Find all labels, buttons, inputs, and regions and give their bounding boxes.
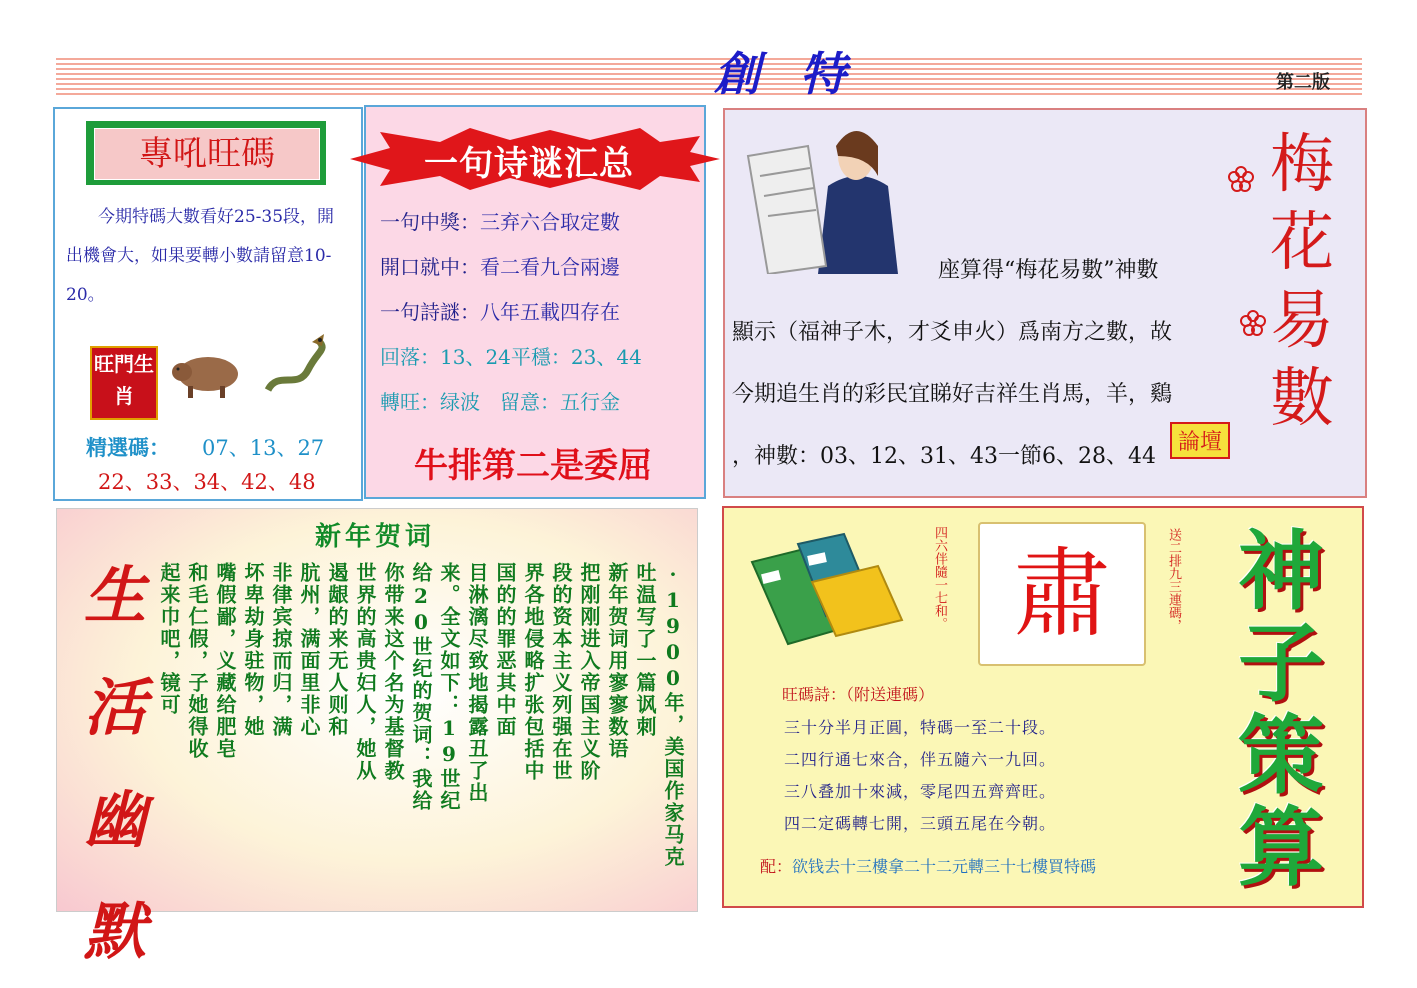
selected-codes-label: 精選碼： [86, 435, 170, 460]
text-column: 非律宾掠而归，满 [269, 562, 293, 738]
text-column: 和毛仁假，子她得收 [185, 562, 209, 760]
poem-line: 四二定碼轉七開，三頭五尾在今朝。 [784, 814, 1057, 833]
text-column: 起来巾吧，镜可 [157, 562, 181, 716]
text-column: 目淋漓尽致地揭露丑了出 [465, 562, 489, 804]
pairing-note [760, 854, 1096, 877]
selected-codes-row2: 22、33、34、42、48 [98, 470, 316, 494]
riddle-lines [380, 200, 700, 425]
text-column: ·1900年，美国作家马克 [661, 562, 685, 868]
text-column: 把刚刚进入帝国主义阶 [577, 562, 601, 782]
zodiac-badge: 旺門生肖 [90, 346, 158, 420]
featured-character: 肅 [978, 522, 1146, 666]
edition-label: 第二版 [1276, 72, 1330, 93]
text-column: 世界的高贵妇人，她从 [353, 562, 377, 782]
text-column: 吐温写了一篇讽刺 [633, 562, 657, 738]
riddle-line: 回落：13、24平穩：23、44 [380, 345, 642, 369]
flower-icon [1228, 166, 1254, 192]
text-column: 你带来这个名为基督教 [381, 562, 405, 782]
poem-line: 二四行通七來合，伴五隨六一九回。 [784, 750, 1057, 769]
text-column: 新年贺词用寥寥数语 [605, 562, 629, 760]
riddle-line: 轉旺：绿波 留意：五行金 [380, 390, 620, 414]
humor-char: 生 [83, 559, 146, 632]
poem-line: 三八叠加十來減，零尾四五齊齊旺。 [784, 782, 1057, 801]
text-column: 给20世纪的贺词：我给 [409, 562, 433, 812]
plum-text-line: ，神數：03、12、31、43一節6、28、44 [732, 444, 1156, 469]
text-column: 坏卑劫身驻物，她 [241, 562, 265, 738]
plum-blossom-text [732, 240, 1222, 488]
lucky-code-text: 今期特碼大數看好25-35段，開出機會大，如果要轉小數請留意10-20。 [66, 207, 335, 305]
riddle-title: 一句诗谜汇总 [424, 144, 634, 184]
text-column: 遏龈的来无人则和 [325, 562, 349, 738]
humor-char: 活 [83, 671, 146, 744]
pig-icon [168, 346, 246, 402]
poem-lines [784, 712, 1224, 840]
poem-line: 三十分半月正圓，特碼一至二十段。 [784, 718, 1057, 737]
selected-codes-row1: 07、13、27 [202, 436, 325, 460]
pairing-note-text: 欲钱去十三樓拿二十二元轉三十七樓買特碼 [792, 857, 1097, 876]
text-column: 来。全文如下：19世纪 [437, 562, 461, 812]
humor-char: 默 [83, 895, 146, 968]
vertical-hint-left: 四六伴隨一七和。 [932, 526, 947, 630]
lucky-code-title: 專吼旺碼 [94, 128, 320, 180]
dragon-icon [258, 330, 338, 400]
humor-vertical-title [70, 540, 160, 988]
riddle-line: 一句詩謎：八年五載四存在 [380, 300, 620, 324]
pairing-note-label: 配： [760, 857, 793, 876]
plum-vertical-title: 梅花易數 [1270, 128, 1334, 436]
plum-text-line: 今期追生肖的彩民宜睇好吉祥生肖馬，羊，鷄 [732, 382, 1173, 407]
text-column: 肮州，满面里非心 [297, 562, 321, 738]
forum-badge: 論壇 [1170, 422, 1230, 459]
text-column: 界各地侵略扩张包括中 [521, 562, 545, 782]
riddle-line: 一句中獎：三弃六合取定數 [380, 210, 620, 234]
riddle-slogan: 牛排第二是委屈 [414, 446, 652, 486]
poem-title: 旺碼詩：（附送連碼） [782, 685, 935, 704]
text-column: 段的资本主义列强在世 [549, 562, 573, 782]
plum-text-line: 顯示（福神子木，才爻申火）爲南方之數，故 [732, 320, 1173, 345]
page-title: 創特 [714, 47, 886, 101]
vertical-hint-right: 送二排九三連碼， [1166, 528, 1181, 632]
god-strategy-vertical-title: 神子策算 [1238, 521, 1324, 898]
plum-text-line: 座算得“梅花易數”神數 [938, 258, 1159, 283]
books-icon [748, 532, 906, 650]
humor-char: 幽 [83, 783, 146, 856]
riddle-line: 開口就中：看二看九合兩邊 [380, 255, 620, 279]
text-column: 国的的罪恶其中面 [493, 562, 517, 738]
new-year-title: 新年贺词 [314, 522, 435, 552]
text-column: 嘴假鄙，义藏给肥皂 [213, 562, 237, 760]
